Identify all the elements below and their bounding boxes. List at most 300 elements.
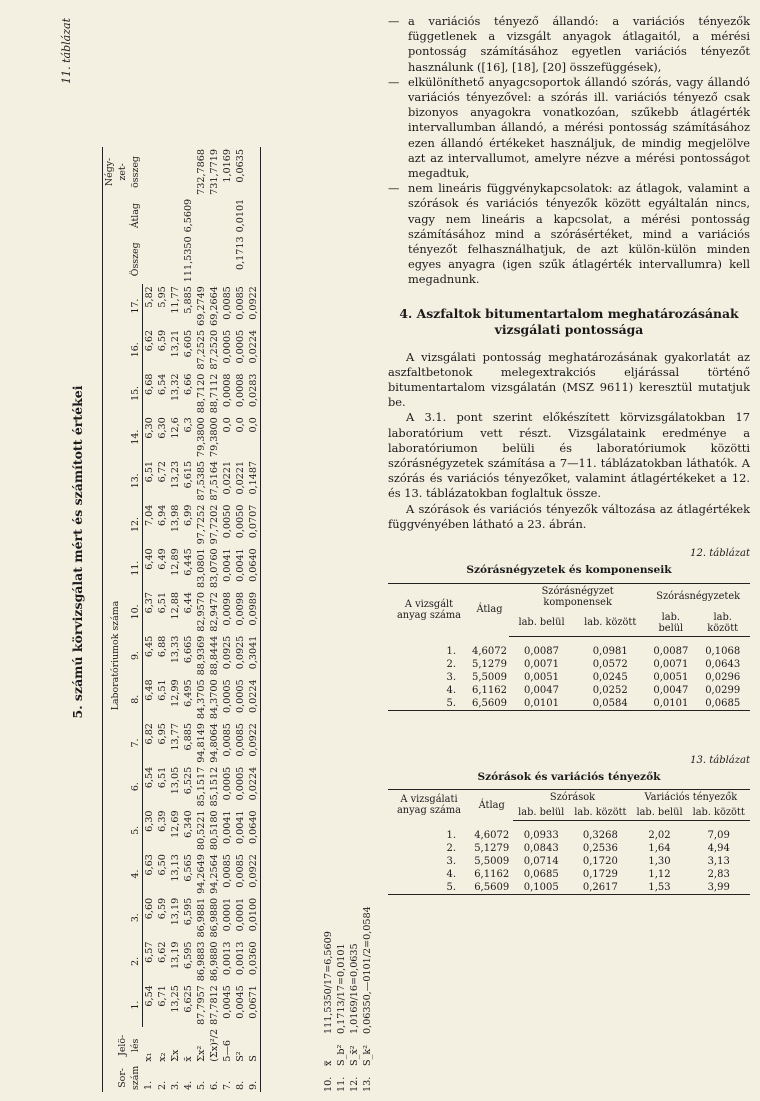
footer-row	[335, 906, 348, 1092]
header-lab-number: 3.	[122, 896, 142, 940]
table-row	[234, 147, 247, 1092]
lab-value: 6,62	[156, 941, 168, 963]
square-sum-value	[156, 147, 169, 197]
lab-value: 85,1512	[208, 766, 220, 807]
footer-number: 12.	[349, 1076, 360, 1092]
lab-value: 0,0085	[221, 854, 233, 888]
value-kozott: 0,0572	[592, 658, 628, 670]
header-group-2: Variációs tényezők	[632, 789, 750, 805]
value-kozott: 0,0685	[695, 697, 750, 711]
lab-value: 6,48	[143, 679, 155, 701]
header-lab-number: 5.	[122, 808, 142, 852]
lab-value: 5,82	[143, 286, 155, 308]
row-symbol: x₂	[156, 1052, 168, 1062]
header-lab-number: 12.	[122, 503, 142, 547]
lab-value: 6,45	[143, 635, 155, 658]
lab-value: 0,0224	[247, 765, 261, 809]
table-13-caption: Szórások és variációs tényezők	[477, 770, 661, 783]
lab-value: 0,0640	[247, 546, 261, 590]
value-belul: 0,0933	[523, 829, 559, 841]
footer-symbol: S_x̄²	[349, 1045, 360, 1066]
lab-value: 0,0360	[247, 940, 261, 984]
lab-value: 6,95	[156, 723, 168, 745]
lab-value: 13,98	[169, 504, 181, 533]
lab-value: 6,49	[156, 548, 168, 570]
avg-value: 6,5609	[470, 881, 513, 895]
lab-value: 97,7252	[195, 504, 207, 545]
footer-symbol: x̿	[323, 1060, 334, 1066]
lab-value: 0,0283	[247, 372, 261, 416]
lab-value: 94,8064	[208, 723, 220, 763]
lab-value: 83,0760	[208, 548, 220, 589]
header-group-2: Szórásnégyzetek	[646, 583, 750, 610]
value-belul: 0,0047	[653, 684, 689, 696]
lab-value: 0,0707	[247, 503, 261, 547]
lab-value: 6,66	[182, 373, 194, 395]
row-number: 9.	[247, 1064, 261, 1092]
lab-value: 6,39	[156, 810, 168, 832]
lab-value: 6,51	[156, 679, 168, 701]
table-12	[388, 583, 750, 711]
row-number: 3.	[446, 671, 456, 683]
lab-value: 6,615	[182, 460, 194, 489]
lab-value: 86,9883	[195, 941, 207, 982]
value-belul: 1,30	[648, 855, 671, 867]
lab-value: 12,6	[169, 417, 181, 439]
row-number: 7.	[221, 1080, 233, 1090]
lab-value: 13,05	[169, 766, 181, 795]
lab-value: 94,2564	[208, 854, 220, 894]
value-belul: 0,0101	[646, 697, 695, 711]
lab-value: 0,0041	[221, 810, 233, 845]
row-number: 5.	[195, 1080, 207, 1090]
footer-row	[322, 906, 335, 1092]
lab-value: 86,9880	[208, 897, 220, 938]
paragraph: A vizsgálati pontosság meghatározásának gyakorlatát az aszfaltbetonok melegextrakciós eljárással történő bitumentartalom vizsgálatán (MSZ 9611) keresztül mutatjuk be.	[388, 349, 750, 410]
value-kozott: 0,0296	[705, 671, 741, 683]
value-belul: 0,0071	[524, 658, 560, 670]
row-symbol: S	[247, 1027, 261, 1064]
sum-value	[142, 234, 156, 284]
row-number: 5.	[388, 697, 470, 711]
row-symbol: Σx	[169, 1049, 181, 1062]
header-group-1: Szórások	[513, 789, 631, 805]
avg-value: 4,6072	[474, 829, 510, 841]
table-row	[388, 855, 750, 868]
footer-symbol: S_b²	[336, 1044, 347, 1066]
lab-value: 6,51	[156, 592, 168, 614]
square-sum-value: 0,0635	[234, 149, 246, 183]
lab-value: 6,30	[156, 417, 168, 439]
square-sum-value	[247, 147, 261, 197]
table-12-caption: Szórásnégyzetek és komponenseik	[466, 564, 672, 577]
header-lab-number: 6.	[122, 765, 142, 809]
square-sum-value: 732,7868	[195, 149, 207, 195]
lab-value: 87,7812	[208, 985, 220, 1025]
lab-value: 0,0001	[221, 897, 233, 932]
lab-value: 0,0221	[221, 460, 233, 495]
avg-value: 5,1279	[472, 658, 507, 670]
row-number: 2.	[156, 1080, 168, 1090]
value-belul: 0,0051	[524, 671, 560, 683]
table-row	[388, 868, 750, 881]
paragraph: A szórások és variációs tényezők változása az átlagértékek függvényében látható a 23. ábrán.	[388, 501, 750, 531]
lab-value: 6,54	[143, 985, 155, 1007]
footer-expression: 111,5350/17=6,5609	[323, 931, 334, 1034]
table-row	[388, 684, 750, 697]
row-number: 2.	[446, 658, 456, 670]
lab-value: 0,0085	[221, 723, 233, 757]
header-lab-number: 9.	[122, 634, 142, 678]
value-kozott: 0,2536	[582, 842, 618, 854]
lab-value: 0,0045	[234, 985, 246, 1019]
lab-value: 82,9570	[195, 592, 207, 632]
row-number: 5.	[388, 881, 470, 895]
lab-value: 13,32	[169, 373, 181, 402]
avg-value: 6,1162	[474, 868, 510, 880]
sum-value: 111,5350	[182, 236, 194, 283]
lab-value: 0,0989	[247, 590, 261, 634]
footer-symbol: S_k²	[362, 1044, 373, 1066]
table-11-footer	[322, 906, 374, 1092]
lab-value: 6,495	[182, 679, 194, 707]
header-row	[388, 789, 750, 805]
avg-value	[195, 197, 208, 235]
table-row	[195, 147, 208, 1092]
lab-value: 6,595	[182, 897, 194, 926]
value-belul: 1,12	[648, 868, 671, 880]
lab-value: 69,2664	[208, 286, 220, 326]
lab-value: 13,19	[169, 941, 181, 969]
avg-value: 6,5609	[182, 198, 194, 233]
footer-number: 11.	[336, 1076, 347, 1092]
lab-value: 6,37	[143, 592, 155, 614]
footer-row	[348, 906, 361, 1092]
header-lab-number: 4.	[122, 852, 142, 896]
footer-expression: 0,1713/17=0,0101	[336, 943, 347, 1034]
lab-value: 85,1517	[195, 766, 207, 807]
table-row	[388, 697, 750, 711]
avg-value	[169, 197, 182, 235]
lab-value: 6,88	[156, 635, 168, 658]
lab-value: 6,59	[156, 897, 168, 920]
square-sum-value	[142, 147, 156, 197]
lab-value: 0,0925	[234, 635, 246, 670]
lab-value: 13,25	[169, 985, 181, 1013]
avg-value	[142, 197, 156, 235]
paragraph: A 3.1. pont szerint előkészített körvizsgálatokban 17 laboratórium vett részt. Vizsgálataink eredménye a laboratóriumon belüli és laboratóriumok közötti szórásnégyzetek számítása a 7—11. táblázatokban láthatók. A szórás és variációs tényezőket, valamint átlagértékeket a 12. és 13. táblázatokban foglaltuk össze.	[388, 410, 750, 501]
bullet-item: — nem lineáris függvénykapcsolatok: az átlagok, valamint a szórások és variációs tényezők között egyáltalán nincs, vagy nem lineáris a kapcsolat, a mérési pontosság számításához mind a szórásértéket, mind a variációs tényezőt felhasználhatjuk, de azt külön-külön minden egyes anyagra (igen szűk átlagérték intervallumra) kell megadnunk.	[388, 181, 750, 287]
lab-value: 0,0085	[234, 723, 246, 757]
lab-value: 87,2520	[208, 329, 220, 370]
row-number: 4.	[446, 868, 456, 880]
row-number: 4.	[182, 1080, 194, 1090]
table-13	[388, 789, 750, 895]
value-kozott: 0,1068	[705, 645, 741, 657]
row-number: 3.	[169, 1080, 181, 1090]
table-11-label: 11. táblázat	[60, 18, 73, 84]
row-number: 2.	[446, 842, 456, 854]
lab-value: 0,0098	[221, 592, 233, 626]
lab-value: 0,0013	[221, 941, 233, 976]
lab-value: 0,0041	[234, 548, 246, 582]
table-row	[388, 881, 750, 895]
value-kozott: 0,3268	[582, 829, 618, 841]
row-number: 1.	[143, 1080, 155, 1090]
section-title: 4. Aszfaltok bitumentartalom meghatározásának vizsgálati pontossága	[399, 305, 739, 337]
avg-value	[221, 197, 234, 235]
lab-value: 6,59	[156, 329, 168, 352]
header-belul: lab. belül	[509, 610, 574, 637]
sum-value	[221, 234, 234, 284]
body-paragraphs	[388, 350, 750, 532]
table-11-title: 5. számú körvizsgálat mért és számított értékei	[70, 385, 85, 719]
footer-row	[361, 906, 374, 1092]
lab-value: 88,8444	[208, 635, 220, 676]
lab-value: 83,0801	[195, 548, 207, 589]
text-column	[388, 14, 750, 895]
square-sum-value	[169, 147, 182, 197]
square-sum-value: 731,7719	[208, 149, 220, 195]
lab-value: 94,2649	[195, 854, 207, 894]
value-belul: 2,02	[648, 829, 671, 841]
header-lab-number: 15.	[122, 372, 142, 416]
lab-value: 6,82	[143, 723, 155, 745]
lab-value: 0,0098	[234, 592, 246, 626]
spacer-cell	[388, 820, 750, 829]
lab-value: 6,63	[143, 854, 155, 876]
lab-value: 6,565	[182, 854, 194, 882]
row-number: 6.	[208, 1080, 220, 1090]
lab-value: 0,0925	[221, 635, 233, 670]
row-number: 8.	[234, 1080, 246, 1090]
header-atlag: Átlag	[470, 789, 513, 820]
row-symbol: x̄	[182, 1056, 194, 1062]
lab-value: 0,0005	[234, 329, 246, 364]
lab-value: 87,5164	[208, 460, 220, 501]
row-number: 1.	[446, 829, 456, 841]
lab-value: 0,1487	[247, 459, 261, 503]
lab-value: 6,595	[182, 941, 194, 969]
avg-value: 0,0101	[234, 198, 246, 233]
footer-expression: 0,06350,—0101/2=0,0584	[362, 906, 373, 1034]
lab-value: 87,7957	[195, 985, 207, 1025]
sum-value: 0,1713	[234, 236, 246, 270]
lab-value: 6,68	[143, 373, 155, 395]
row-symbol: x₁	[143, 1052, 155, 1062]
value-kozott: 4,94	[707, 842, 730, 854]
lab-value: 6,625	[182, 985, 194, 1013]
header-kozott: lab. között	[569, 805, 632, 821]
lab-value: 6,3	[182, 417, 194, 433]
lab-value: 79,3800	[195, 417, 207, 457]
value-belul: 0,0714	[523, 855, 559, 867]
lab-value: 6,71	[156, 985, 168, 1007]
square-sum-value: 1,0169	[221, 149, 233, 183]
header-lab-number: 2.	[122, 940, 142, 984]
avg-value: 5,5009	[474, 855, 510, 867]
lab-value: 0,0045	[221, 985, 233, 1019]
value-belul: 0,0087	[524, 645, 560, 657]
lab-value: 0,0008	[221, 373, 233, 408]
rotated-table	[58, 12, 376, 1092]
lab-value: 80,5221	[195, 810, 207, 851]
lab-value: 0,0005	[221, 679, 233, 713]
lab-value: 79,3800	[208, 417, 220, 457]
lab-value: 0,0041	[221, 548, 233, 582]
lab-value: 0,0671	[247, 983, 261, 1027]
table-13-label: 13. táblázat	[690, 754, 750, 766]
lab-value: 0,0085	[221, 286, 233, 320]
lab-value: 86,9881	[195, 897, 207, 938]
table-row	[221, 147, 234, 1092]
table-row	[169, 147, 182, 1092]
lab-value: 0,0085	[234, 286, 246, 320]
lab-value: 5,95	[156, 286, 168, 308]
lab-value: 6,605	[182, 329, 194, 358]
table-row	[208, 147, 221, 1092]
footer-number: 10.	[323, 1076, 334, 1092]
header-sorszam: Sor- szám	[103, 1064, 143, 1092]
value-belul: 0,0071	[653, 658, 689, 670]
lab-value: 97,7202	[208, 504, 220, 545]
lab-value: 6,72	[156, 460, 168, 483]
row-symbol: (Σx)²/2	[208, 1028, 220, 1062]
lab-value: 6,62	[143, 329, 155, 352]
table-row	[388, 842, 750, 855]
avg-value	[208, 197, 221, 235]
header-anyag: A vizsgálati anyag száma	[388, 789, 470, 820]
lab-value: 6,445	[182, 548, 194, 576]
header-anyag: A vizsgált anyag száma	[388, 583, 470, 636]
table-row	[182, 147, 195, 1092]
value-kozott: 0,1720	[582, 855, 618, 867]
lab-value: 6,54	[156, 373, 168, 395]
lab-value: 12,69	[169, 810, 181, 838]
lab-value: 69,2749	[195, 286, 207, 326]
lab-value: 87,5385	[195, 460, 207, 501]
header-lab-number: 13.	[122, 459, 142, 503]
header-lab-number: 10.	[122, 590, 142, 634]
row-number: 4.	[446, 684, 456, 696]
lab-value: 13,21	[169, 329, 181, 358]
lab-value: 0,0001	[234, 897, 246, 932]
spacer-cell	[388, 636, 750, 645]
lab-value: 11,77	[169, 286, 181, 314]
value-kozott: 0,0252	[592, 684, 628, 696]
header-atlag: Átlag	[470, 583, 509, 636]
header-labs-group: Laboratóriumok száma	[103, 284, 123, 1027]
header-lab-number: 7.	[122, 721, 142, 765]
lab-value: 6,51	[156, 766, 168, 789]
header-belul: lab. belül	[646, 610, 695, 637]
spacer-row	[388, 636, 750, 645]
table-row	[156, 147, 169, 1092]
lab-value: 0,0050	[221, 504, 233, 539]
lab-value: 0,0005	[221, 329, 233, 364]
lab-value: 12,89	[169, 548, 181, 576]
lab-value: 0,0013	[234, 941, 246, 976]
header-lab-number: 16.	[122, 328, 142, 372]
lab-value: 6,50	[156, 854, 168, 876]
lab-value: 0,0	[247, 415, 261, 459]
table-row	[388, 829, 750, 842]
lab-value: 12,99	[169, 679, 181, 707]
avg-value: 4,6072	[472, 645, 507, 657]
value-kozott: 0,2617	[569, 881, 632, 895]
lab-value: 13,19	[169, 897, 181, 926]
lab-value: 0,0922	[247, 284, 261, 328]
lab-value: 0,0221	[234, 460, 246, 495]
lab-value: 88,9369	[195, 635, 207, 676]
row-symbol: 5—6	[221, 1039, 233, 1062]
value-kozott: 0,0981	[592, 645, 628, 657]
bullet-item: — elkülöníthető anyagcsoportok állandó szórás, vagy állandó variációs tényezővel: a szórás ill. variációs tényező csak bizonyos anyagokra vonatkozóan, szűkebb átlagérték intervallumban állandó, a mérési pontosság számításához ezen állandó értékeket használjuk, de mindig megjelölve azt az intervallumot, amelyre nézve a mérési pontosságot megadtuk,	[388, 75, 750, 181]
header-row	[388, 583, 750, 610]
avg-value	[156, 197, 169, 235]
header-lab-number: 14.	[122, 415, 142, 459]
lab-value: 80,5180	[208, 810, 220, 851]
lab-value: 13,77	[169, 723, 181, 751]
lab-value: 6,525	[182, 766, 194, 795]
lab-value: 6,99	[182, 504, 194, 527]
value-kozott: 0,0245	[592, 671, 628, 683]
lab-value: 0,0041	[234, 810, 246, 845]
lab-value: 0,0005	[221, 766, 233, 801]
lab-value: 6,60	[143, 897, 155, 920]
lab-value: 6,30	[143, 810, 155, 832]
lab-value: 87,2525	[195, 329, 207, 370]
lab-value: 5,885	[182, 286, 194, 314]
value-belul: 0,1005	[513, 881, 569, 895]
lab-value: 6,340	[182, 810, 194, 838]
value-kozott: 2,83	[707, 868, 730, 880]
lab-value: 0,0008	[234, 373, 246, 408]
lab-value: 0,0922	[247, 721, 261, 765]
lab-value: 0,0224	[247, 677, 261, 721]
lab-value: 0,0085	[234, 854, 246, 888]
lab-value: 0,0922	[247, 852, 261, 896]
value-belul: 0,0843	[523, 842, 559, 854]
value-belul: 0,0047	[524, 684, 560, 696]
table-row	[388, 671, 750, 684]
header-lab-number: 1.	[122, 983, 142, 1027]
lab-value: 6,44	[182, 592, 194, 614]
value-kozott: 7,09	[707, 829, 730, 841]
row-symbol: Σx²	[195, 1045, 207, 1062]
lab-value: 6,51	[143, 460, 155, 483]
avg-value: 5,1279	[474, 842, 510, 854]
value-kozott: 0,0643	[705, 658, 741, 670]
lab-value: 0,0224	[247, 328, 261, 372]
header-atlag: Átlag	[103, 197, 143, 235]
bullet-list	[388, 14, 750, 288]
table-row	[388, 658, 750, 671]
table-row	[388, 645, 750, 658]
row-number: 3.	[446, 855, 456, 867]
value-belul: 1,53	[632, 881, 688, 895]
table-12-label: 12. táblázat	[690, 548, 750, 560]
row-symbol: S²	[234, 1051, 246, 1062]
bullet-item: — a variációs tényező állandó: a variációs tényezők függetlenek a vizsgált anyagok átlagaitól, a mérési pontosság számításához egyetlen variációs tényezőt használunk ([16], [18], [20] összefüggések),	[388, 14, 750, 75]
lab-value: 6,94	[156, 504, 168, 527]
avg-value	[247, 197, 261, 235]
sum-value	[195, 234, 208, 284]
sum-value	[208, 234, 221, 284]
lab-value: 0,3041	[247, 634, 261, 678]
header-belul: lab. belül	[513, 805, 569, 821]
lab-value: 88,7112	[208, 373, 220, 414]
